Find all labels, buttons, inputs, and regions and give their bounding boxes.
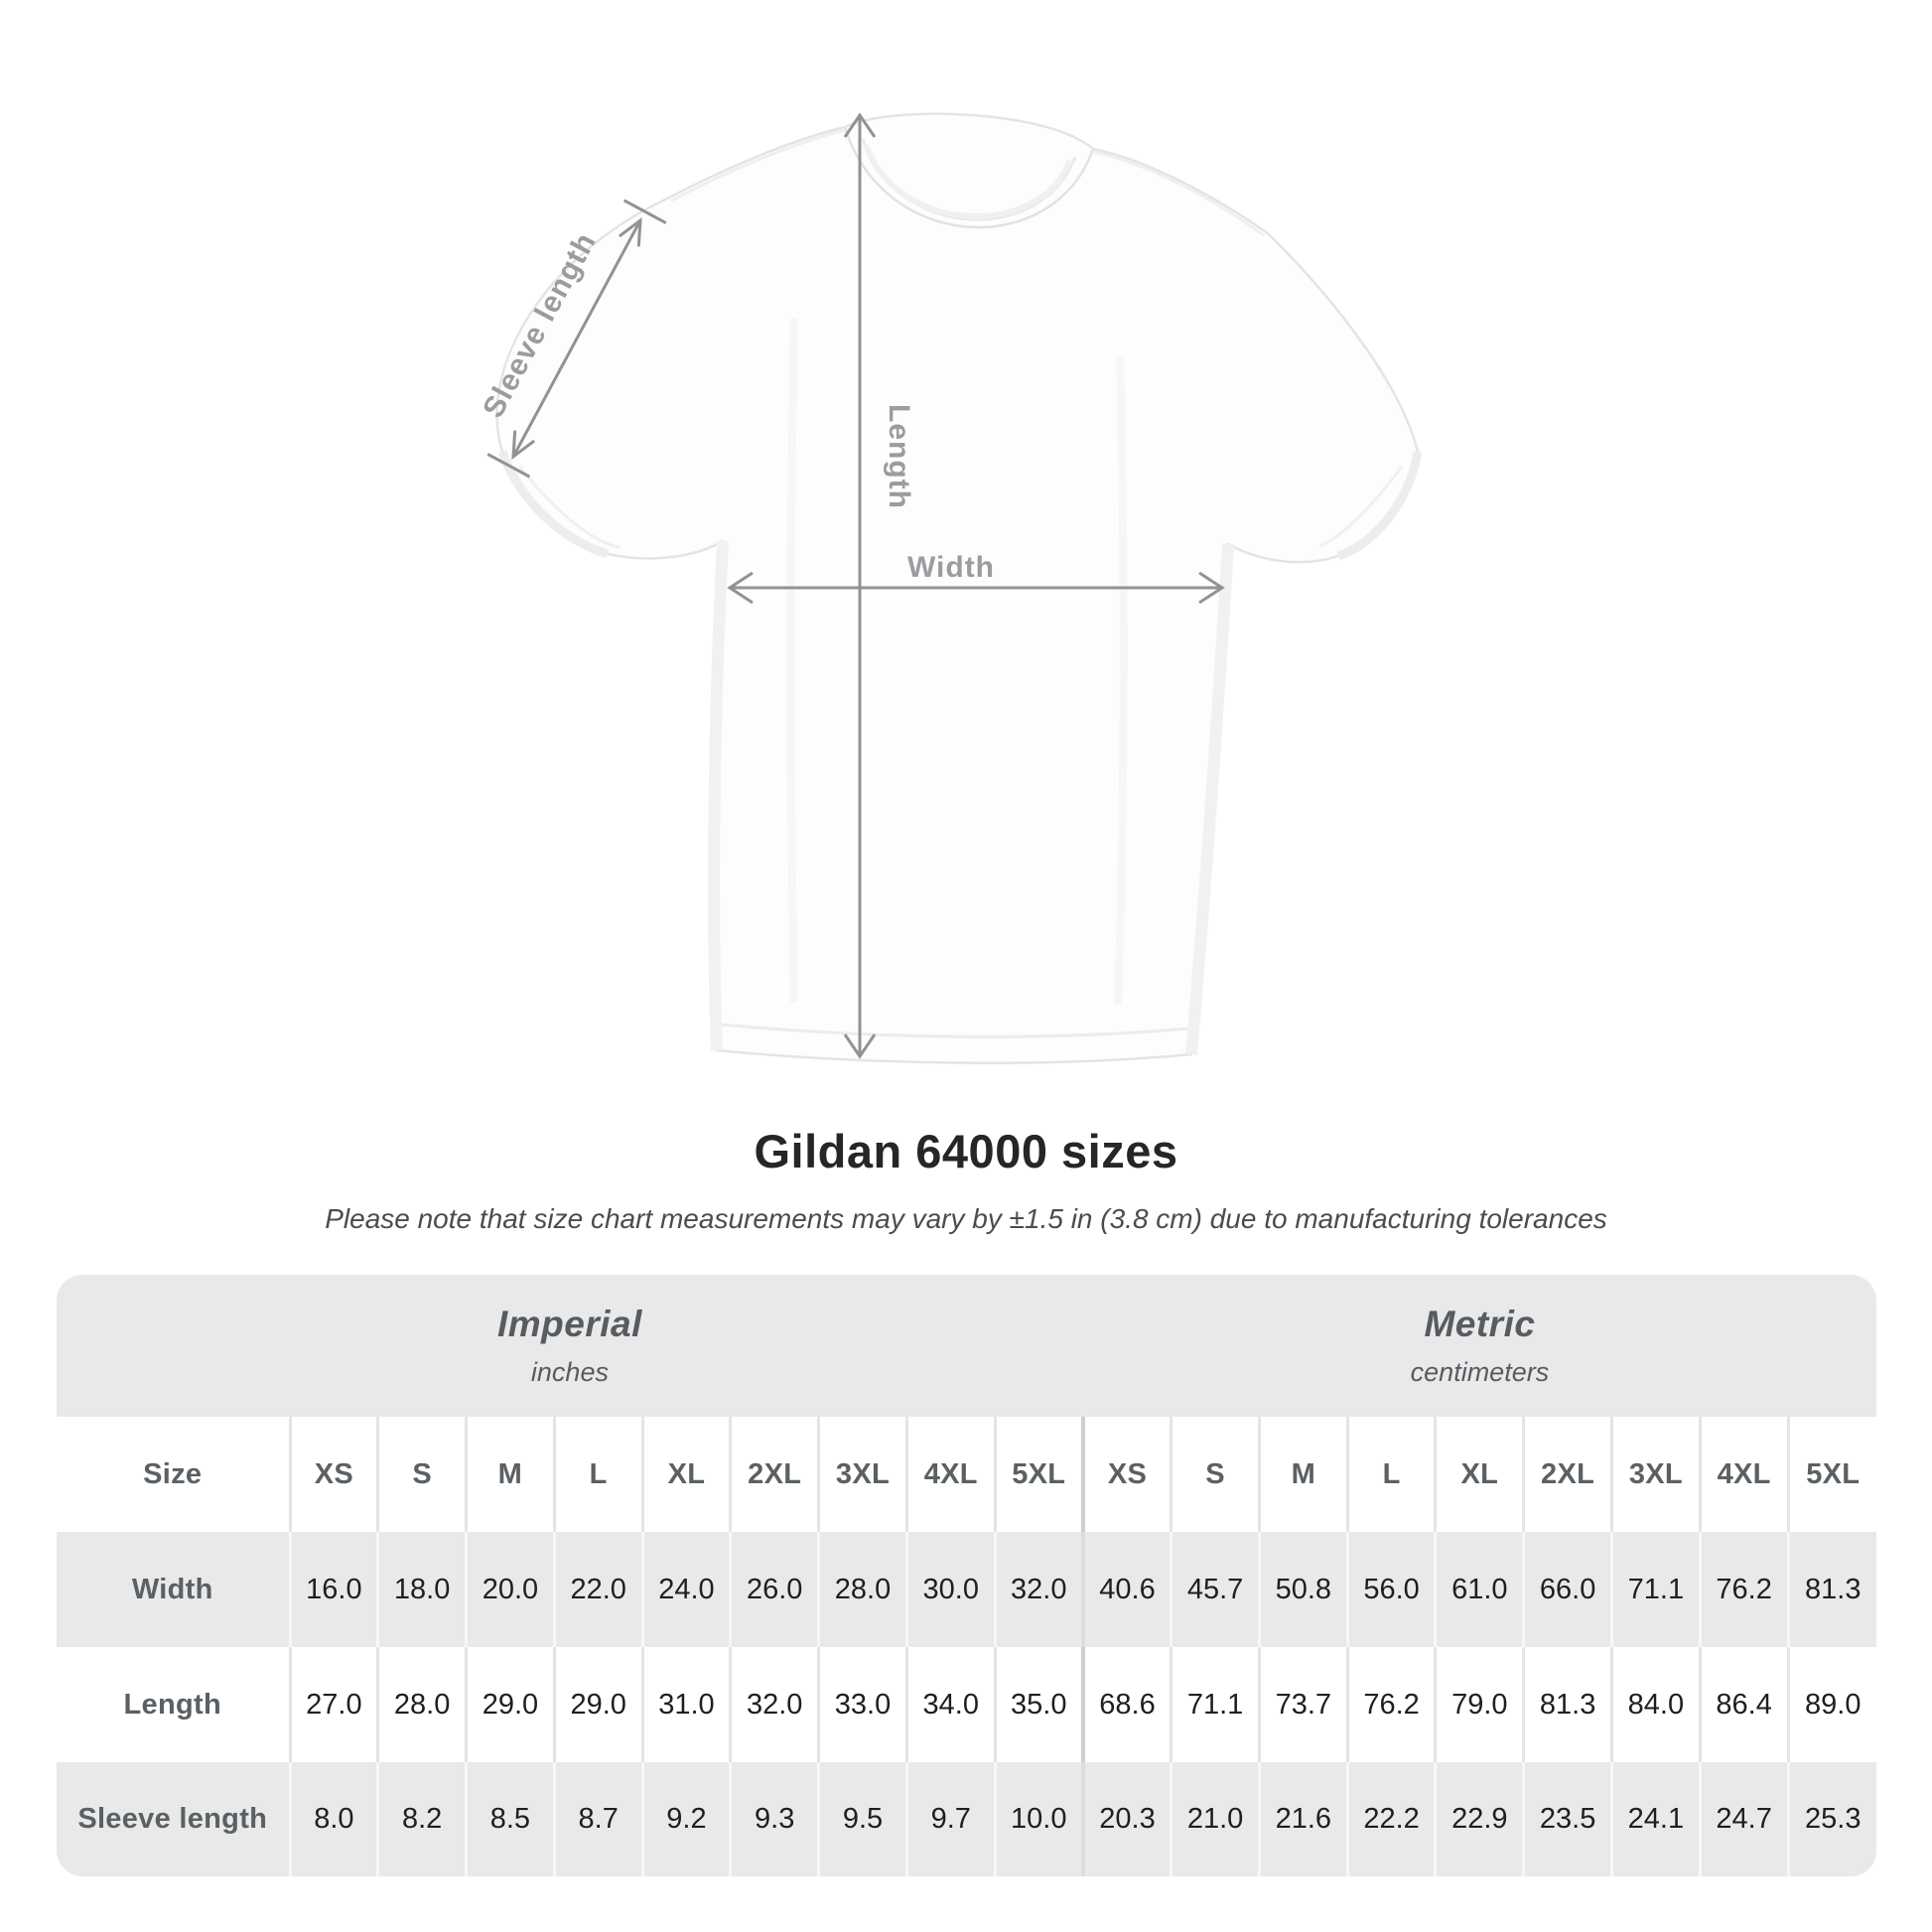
sleeve-length-row-label: Sleeve length: [77, 1803, 268, 1835]
table-cell: 40.6: [1083, 1532, 1172, 1647]
table-cell: 18.0: [378, 1532, 467, 1647]
table-cell: 32.0: [731, 1647, 819, 1762]
unit-group-row: [57, 1275, 1876, 1417]
table-cell: 8.0: [290, 1762, 378, 1876]
table-cell: 31.0: [642, 1647, 731, 1762]
table-cell: 32.0: [995, 1532, 1083, 1647]
table-cell: 71.1: [1611, 1532, 1700, 1647]
table-cell: 22.2: [1347, 1762, 1436, 1876]
size-column-label: Size: [143, 1457, 203, 1490]
table-cell: 8.7: [554, 1762, 642, 1876]
table-cell: 81.3: [1788, 1532, 1876, 1647]
table-cell: 27.0: [290, 1647, 378, 1762]
table-cell: 28.0: [819, 1532, 907, 1647]
table-cell: 76.2: [1700, 1532, 1788, 1647]
length-row: [57, 1647, 1876, 1762]
metric-group-unit: centimeters: [1410, 1357, 1550, 1387]
size-chart-table: [57, 1275, 1876, 1876]
table-cell: 25.3: [1788, 1762, 1876, 1876]
metric-size-header-5xl: 5XL: [1788, 1417, 1876, 1532]
metric-size-header-l: L: [1347, 1417, 1436, 1532]
imperial-group-header: [57, 1275, 1083, 1417]
table-cell: 71.1: [1172, 1647, 1260, 1762]
table-cell: 20.0: [467, 1532, 555, 1647]
fold-left: [791, 318, 794, 1003]
metric-group-header: [1083, 1275, 1876, 1417]
table-cell: 34.0: [906, 1647, 995, 1762]
imperial-size-header-xl: XL: [642, 1417, 731, 1532]
imperial-size-header-s: S: [378, 1417, 467, 1532]
table-cell: 45.7: [1172, 1532, 1260, 1647]
table-cell: 56.0: [1347, 1532, 1436, 1647]
sleeve-length-label: Sleeve length: [477, 226, 604, 424]
metric-size-header-2xl: 2XL: [1524, 1417, 1612, 1532]
metric-group-label: Metric: [1424, 1304, 1536, 1344]
metric-size-header-xs: XS: [1083, 1417, 1172, 1532]
table-cell: 9.7: [906, 1762, 995, 1876]
imperial-group-label: Imperial: [496, 1304, 642, 1344]
table-cell: 68.6: [1083, 1647, 1172, 1762]
length-row-label: Length: [123, 1688, 221, 1721]
table-cell: 8.5: [467, 1762, 555, 1876]
width-label: Width: [906, 551, 996, 584]
table-cell: 73.7: [1259, 1647, 1347, 1762]
table-cell: 10.0: [995, 1762, 1083, 1876]
table-cell: 21.6: [1259, 1762, 1347, 1876]
imperial-size-header-5xl: 5XL: [995, 1417, 1083, 1532]
width-row: [57, 1532, 1876, 1647]
size-chart: [57, 1275, 1876, 1876]
imperial-size-header-xs: XS: [290, 1417, 378, 1532]
metric-size-header-s: S: [1172, 1417, 1260, 1532]
imperial-group-unit: inches: [530, 1357, 609, 1387]
table-cell: 81.3: [1524, 1647, 1612, 1762]
width-row-label: Width: [131, 1573, 213, 1605]
table-cell: 33.0: [819, 1647, 907, 1762]
table-cell: 29.0: [554, 1647, 642, 1762]
table-cell: 61.0: [1436, 1532, 1524, 1647]
table-cell: 9.3: [731, 1762, 819, 1876]
table-cell: 84.0: [1611, 1647, 1700, 1762]
table-cell: 28.0: [378, 1647, 467, 1762]
imperial-size-header-4xl: 4XL: [906, 1417, 995, 1532]
table-cell: 89.0: [1788, 1647, 1876, 1762]
metric-size-header-m: M: [1259, 1417, 1347, 1532]
table-cell: 20.3: [1083, 1762, 1172, 1876]
table-cell: 50.8: [1259, 1532, 1347, 1647]
table-cell: 76.2: [1347, 1647, 1436, 1762]
page-subtitle: Please note that size chart measurements may vary by ±1.5 in (3.8 cm) due to manufacturing tolerances: [325, 1203, 1607, 1234]
table-cell: 35.0: [995, 1647, 1083, 1762]
table-cell: 16.0: [290, 1532, 378, 1647]
length-label: Length: [883, 404, 915, 509]
page-title: Gildan 64000 sizes: [754, 1125, 1178, 1177]
table-cell: 29.0: [467, 1647, 555, 1762]
table-cell: 22.0: [554, 1532, 642, 1647]
imperial-size-header-3xl: 3XL: [819, 1417, 907, 1532]
sleeve-length-row: [57, 1762, 1876, 1876]
table-cell: 26.0: [731, 1532, 819, 1647]
table-cell: 9.2: [642, 1762, 731, 1876]
table-cell: 30.0: [906, 1532, 995, 1647]
table-cell: 24.0: [642, 1532, 731, 1647]
table-cell: 23.5: [1524, 1762, 1612, 1876]
table-cell: 9.5: [819, 1762, 907, 1876]
metric-size-header-4xl: 4XL: [1700, 1417, 1788, 1532]
table-cell: 22.9: [1436, 1762, 1524, 1876]
table-cell: 8.2: [378, 1762, 467, 1876]
metric-size-header-3xl: 3XL: [1611, 1417, 1700, 1532]
metric-size-header-xl: XL: [1436, 1417, 1524, 1532]
size-header-row: [57, 1417, 1876, 1532]
table-cell: 24.1: [1611, 1762, 1700, 1876]
table-cell: 66.0: [1524, 1532, 1612, 1647]
table-cell: 86.4: [1700, 1647, 1788, 1762]
table-cell: 24.7: [1700, 1762, 1788, 1876]
table-cell: 21.0: [1172, 1762, 1260, 1876]
imperial-size-header-l: L: [554, 1417, 642, 1532]
imperial-size-header-2xl: 2XL: [731, 1417, 819, 1532]
imperial-size-header-m: M: [467, 1417, 555, 1532]
table-cell: 79.0: [1436, 1647, 1524, 1762]
